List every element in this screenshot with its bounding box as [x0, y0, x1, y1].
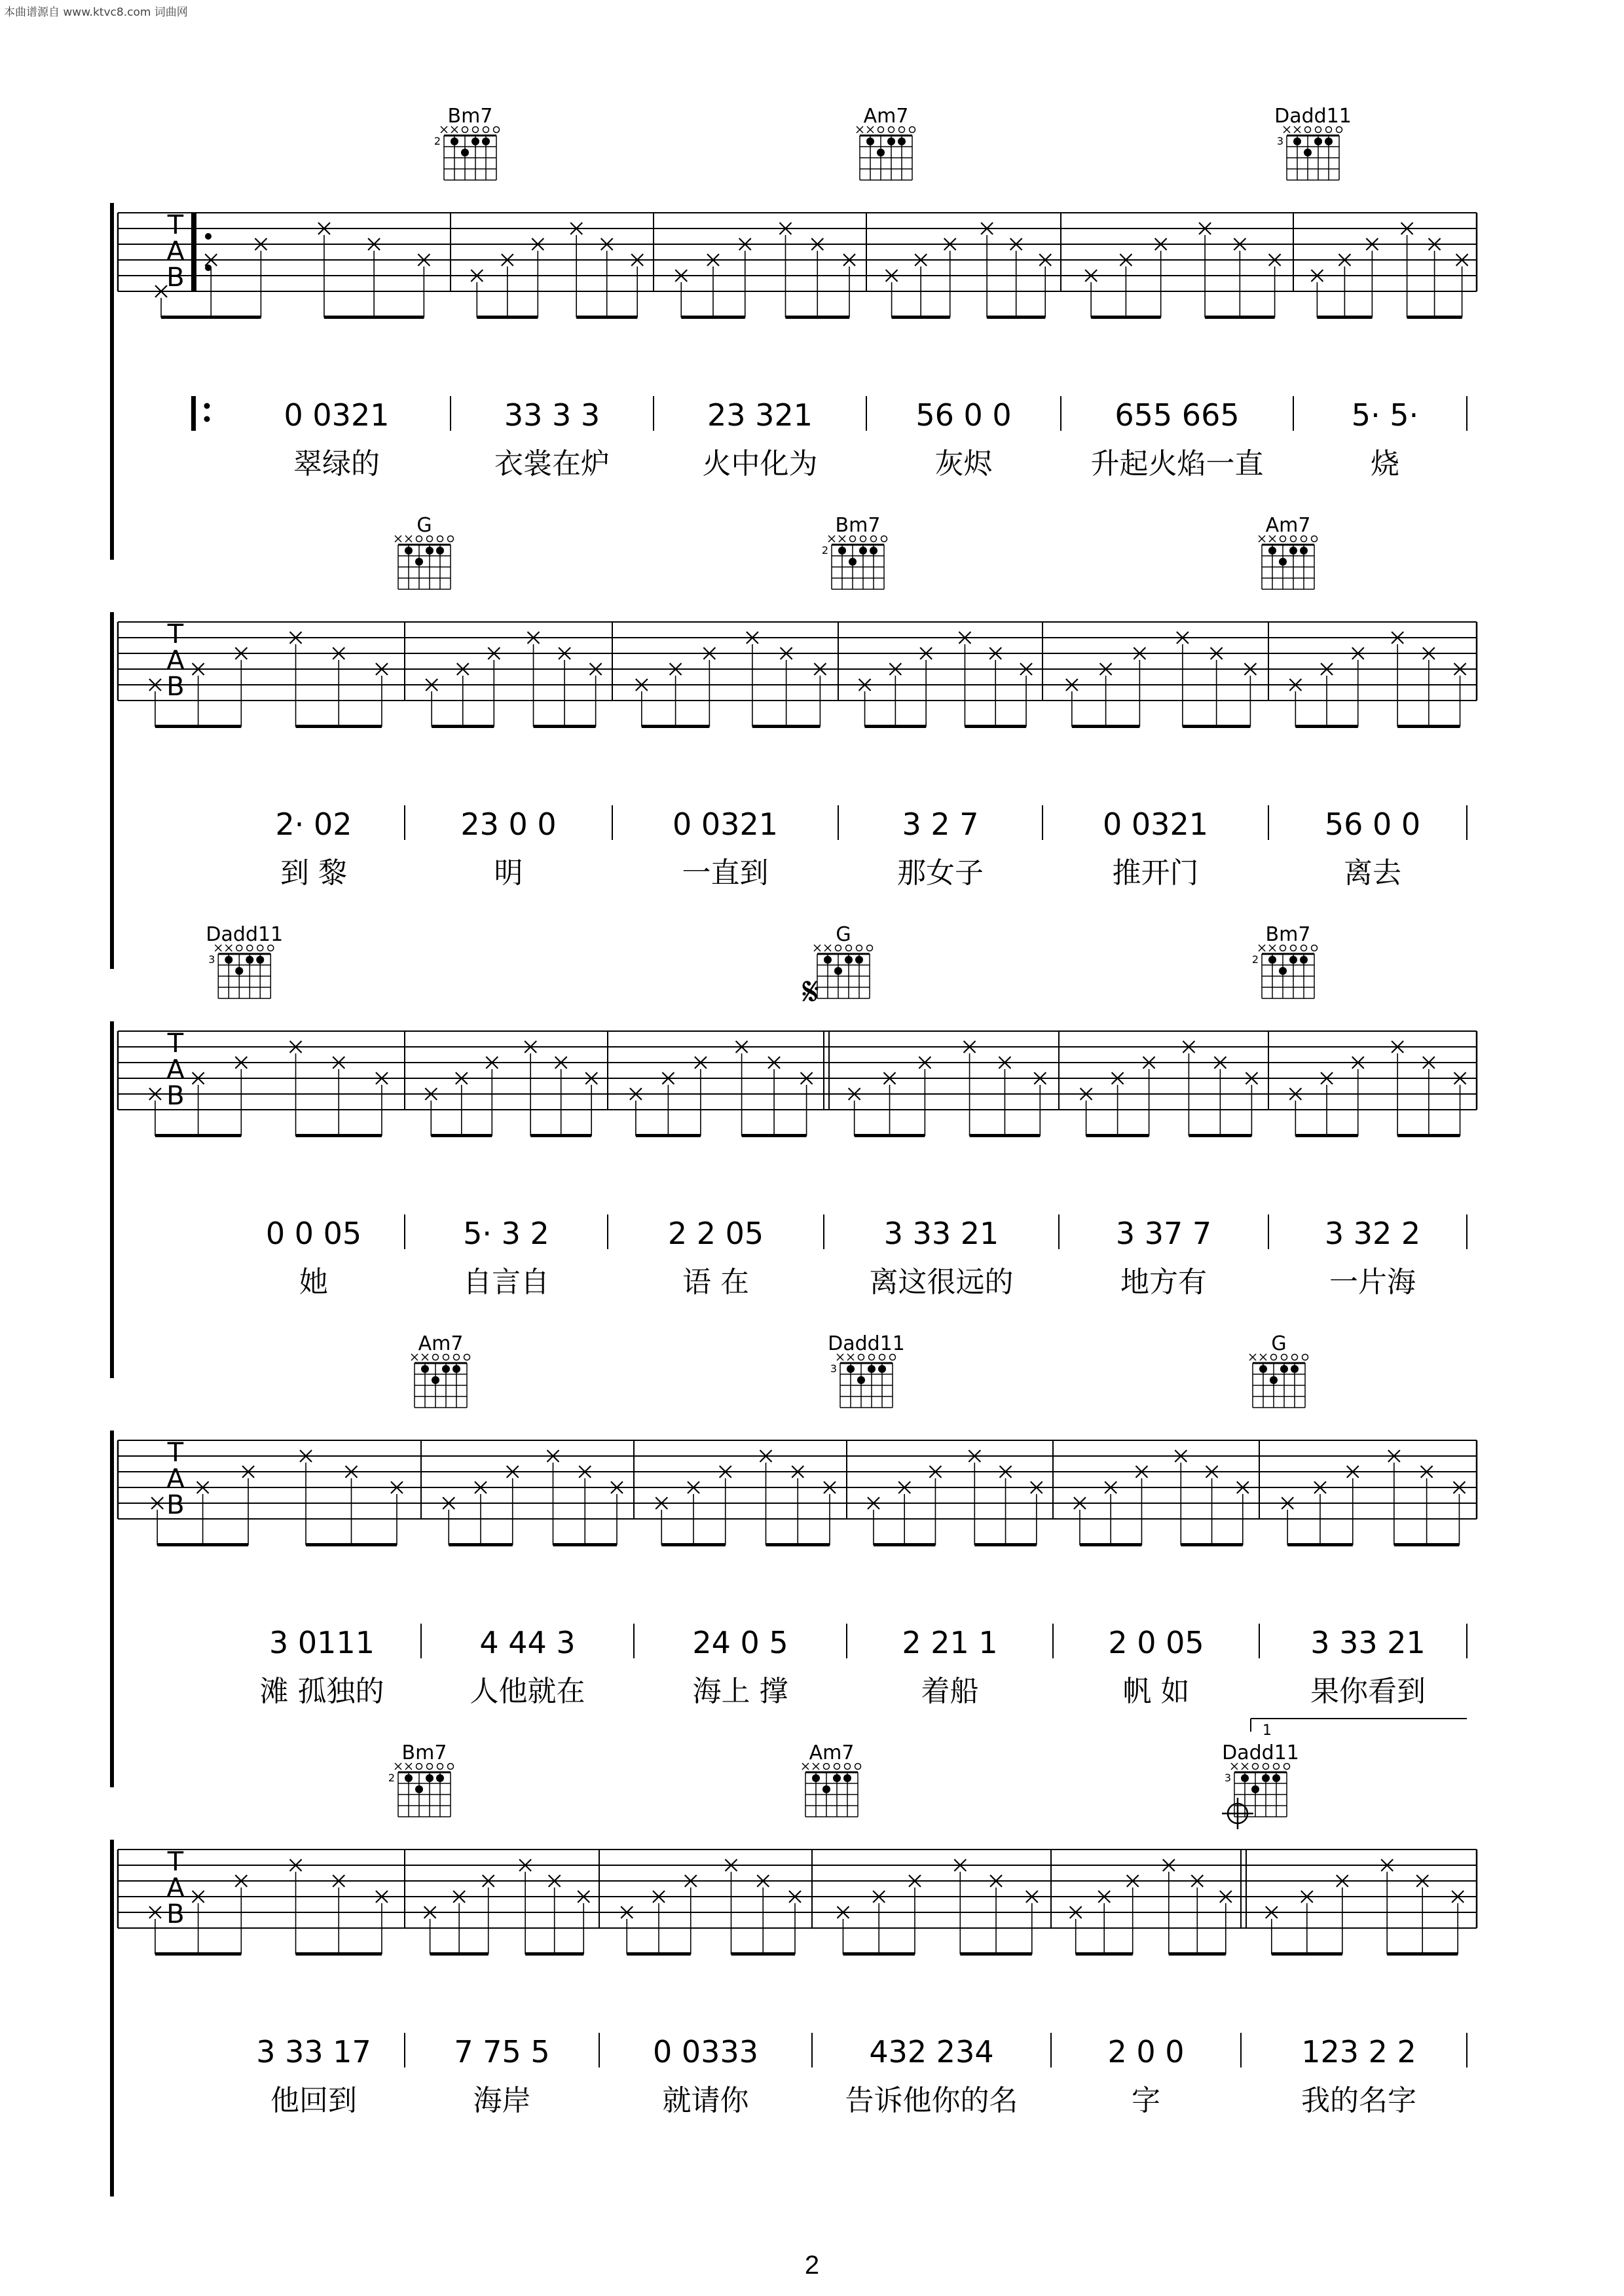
beam	[855, 1134, 925, 1137]
chord-finger-dot	[1300, 547, 1308, 555]
chord-finger-dot	[822, 1785, 830, 1793]
tab-label-A: A	[166, 1873, 185, 1903]
lyric-line: 灰烬	[934, 447, 993, 481]
chord-fret-number: 2	[821, 544, 829, 556]
chord-finger-dot	[436, 547, 444, 555]
beam	[1295, 1134, 1357, 1137]
chord-open-mark	[448, 1764, 454, 1770]
chord-fret-number: 3	[1276, 135, 1284, 147]
beam	[576, 316, 637, 319]
lyric-line: 离这很远的	[869, 1266, 1014, 1299]
chord-finger-dot	[838, 547, 846, 555]
beam	[155, 1134, 241, 1137]
beam	[642, 725, 710, 728]
chord-finger-dot	[436, 1774, 444, 1782]
chord-name: Am7	[418, 1332, 464, 1355]
beam	[1287, 1543, 1353, 1546]
jianpu-measure-notes: 23 0 0	[460, 807, 557, 842]
jianpu-measure-notes: 3 37 7	[1115, 1216, 1212, 1251]
lyric-line: 烧	[1371, 447, 1399, 481]
lyric-line: 海上 撑	[692, 1675, 788, 1708]
beam	[430, 1952, 489, 1956]
chord-finger-dot	[898, 137, 906, 145]
chord-name: G	[416, 514, 432, 537]
tab-label-B: B	[166, 1081, 185, 1111]
lyric-line: 衣裳在炉	[494, 447, 610, 481]
tab-label-B: B	[166, 263, 185, 293]
chord-finger-dot	[833, 1774, 841, 1782]
chord-finger-dot	[1280, 1365, 1288, 1373]
chord-diagram-Am7	[1259, 514, 1318, 589]
lyric-line: 一片海	[1329, 1266, 1416, 1299]
jianpu-measure-notes: 123 2 2	[1301, 2034, 1416, 2069]
tab-label-T: T	[167, 1847, 184, 1877]
repeat-thick-bar	[191, 213, 196, 291]
chord-finger-dot	[857, 1376, 865, 1384]
beam	[1387, 1952, 1458, 1956]
beam	[1397, 725, 1460, 728]
lyric-line: 地方有	[1120, 1266, 1207, 1299]
beam	[296, 1134, 382, 1137]
chord-name: Am7	[809, 1741, 855, 1764]
beam	[553, 1543, 618, 1546]
beam	[1080, 1543, 1142, 1546]
system-brace	[110, 1430, 114, 1787]
beam	[1072, 725, 1140, 728]
lyric-line: 火中化为	[702, 447, 818, 481]
jianpu-measure-notes: 432 234	[869, 2034, 994, 2069]
beam	[1169, 1952, 1226, 1956]
chord-open-mark	[867, 945, 873, 951]
chord-finger-dot	[878, 1365, 886, 1373]
chord-name: Bm7	[447, 105, 493, 128]
chord-open-mark	[855, 1764, 861, 1770]
beam	[1397, 1134, 1460, 1137]
beam	[987, 316, 1045, 319]
chord-finger-dot	[866, 137, 874, 145]
lyric-line: 她	[299, 1266, 328, 1299]
chord-finger-dot	[1325, 137, 1333, 145]
chord-finger-dot	[1291, 1365, 1299, 1373]
chord-diagram-Bm7	[434, 105, 500, 180]
chord-name: Dadd11	[828, 1332, 905, 1355]
jianpu-measure-notes: 7 75 5	[454, 2034, 550, 2069]
chord-finger-dot	[1300, 956, 1308, 964]
chord-fret-number: 2	[1251, 953, 1259, 966]
system-2	[110, 514, 1477, 969]
chord-diagram-Bm7	[822, 514, 887, 589]
chord-name: Dadd11	[1222, 1741, 1299, 1764]
volta-number: 1	[1263, 1722, 1272, 1739]
chord-finger-dot	[849, 558, 857, 566]
tab-label-T: T	[167, 210, 184, 240]
system-5	[110, 661, 1477, 2196]
chord-fret-number: 3	[1224, 1772, 1232, 1784]
beam	[1317, 316, 1372, 319]
chord-name: Dadd11	[206, 923, 284, 946]
beam	[530, 1134, 591, 1137]
chord-name: G	[836, 923, 851, 946]
jianpu-repeat-bar	[191, 396, 196, 431]
chord-finger-dot	[415, 558, 423, 566]
jianpu-measure-notes: 4 44 3	[479, 1625, 576, 1660]
chord-finger-dot	[824, 956, 832, 964]
tab-label-B: B	[166, 1490, 185, 1520]
jianpu-measure-notes: 56 0 0	[915, 397, 1012, 433]
chord-finger-dot	[426, 547, 434, 555]
chord-finger-dot	[246, 956, 253, 964]
chord-finger-dot	[452, 1365, 460, 1373]
lyric-line: 告诉他你的名	[845, 2084, 1018, 2117]
lyric-line: 着船	[921, 1675, 979, 1708]
chord-name: Am7	[863, 105, 909, 128]
beam	[1394, 1543, 1460, 1546]
chord-name: Bm7	[401, 1741, 447, 1764]
chord-finger-dot	[1293, 137, 1301, 145]
page-header-source: 本曲谱源自 www.ktvc8.com 词曲网	[4, 6, 188, 19]
beam	[296, 1952, 382, 1956]
system-brace	[110, 1021, 114, 1378]
lyric-line: 自言自	[463, 1266, 549, 1299]
lyric-line: 升起火焰一直	[1090, 447, 1264, 481]
beam	[432, 725, 494, 728]
chord-diagram-G	[1249, 1332, 1308, 1408]
chord-finger-dot	[225, 956, 232, 964]
chord-finger-dot	[855, 956, 863, 964]
chord-fret-number: 2	[434, 135, 441, 147]
beam	[965, 725, 1026, 728]
system-brace	[110, 1840, 114, 2196]
chord-finger-dot	[451, 137, 458, 145]
lyric-line: 语 在	[682, 1266, 749, 1299]
beam	[1183, 725, 1251, 728]
chord-open-mark	[494, 127, 500, 133]
chord-finger-dot	[415, 1785, 423, 1793]
jianpu-repeat-dot	[204, 416, 210, 422]
tab-label-T: T	[167, 1438, 184, 1468]
lyric-line: 那女子	[897, 856, 984, 890]
chord-finger-dot	[877, 149, 885, 156]
chord-finger-dot	[1314, 137, 1322, 145]
lyric-line: 我的名字	[1301, 2084, 1416, 2117]
jianpu-measure-notes: 2 2 05	[667, 1216, 764, 1251]
beam	[1407, 316, 1462, 319]
lyric-line: 到 黎	[280, 856, 347, 890]
chord-open-mark	[881, 536, 887, 542]
jianpu-measure-notes: 0 0333	[653, 2034, 758, 2069]
jianpu-measure-notes: 5· 5·	[1351, 397, 1419, 433]
chord-finger-dot	[432, 1376, 439, 1384]
beam	[1205, 316, 1275, 319]
beam	[766, 1543, 830, 1546]
chord-finger-dot	[1259, 1365, 1267, 1373]
chord-diagram-G	[814, 923, 873, 998]
chord-finger-dot	[887, 137, 895, 145]
chord-open-mark	[1302, 1355, 1308, 1360]
jianpu-measure-notes: 33 3 3	[504, 397, 600, 433]
tab-label-T: T	[167, 1029, 184, 1059]
lyric-line: 海岸	[473, 2084, 531, 2117]
chord-diagram-Bm7	[1252, 923, 1318, 998]
tab-label-A: A	[166, 1055, 185, 1085]
lyric-line: 翠绿的	[293, 447, 380, 481]
chord-diagram-Dadd11	[828, 1332, 905, 1408]
chord-open-mark	[1312, 945, 1318, 951]
chord-fret-number: 3	[830, 1362, 838, 1375]
chord-finger-dot	[421, 1365, 429, 1373]
lyric-line: 人他就在	[470, 1675, 585, 1708]
beam	[974, 1543, 1037, 1546]
beam	[970, 1134, 1041, 1137]
jianpu-measure-notes: 3 0111	[269, 1625, 375, 1660]
chord-open-mark	[437, 536, 443, 542]
beam	[661, 1543, 726, 1546]
chord-finger-dot	[1304, 149, 1312, 156]
page-number: 2	[804, 2251, 820, 2280]
chord-diagram-Bm7	[388, 1741, 454, 1817]
jianpu-measure-notes: 2 0 0	[1107, 2034, 1185, 2069]
jianpu-measure-notes: 5· 3 2	[463, 1216, 549, 1251]
chord-finger-dot	[1289, 956, 1297, 964]
chord-finger-dot	[868, 1365, 876, 1373]
beam	[534, 725, 596, 728]
jianpu-measure-notes: 56 0 0	[1324, 807, 1421, 842]
beam	[161, 316, 261, 319]
chord-finger-dot	[812, 1774, 820, 1782]
chord-finger-dot	[426, 1774, 434, 1782]
chord-finger-dot	[256, 956, 264, 964]
lyric-line: 推开门	[1112, 856, 1199, 890]
chord-diagram-Am7	[802, 1741, 861, 1817]
chord-finger-dot	[1268, 547, 1276, 555]
chord-finger-dot	[471, 137, 479, 145]
chord-open-mark	[857, 945, 862, 951]
chord-finger-dot	[847, 1365, 855, 1373]
beam	[865, 725, 927, 728]
chord-finger-dot	[859, 547, 867, 555]
jianpu-measure-notes: 2 0 05	[1108, 1625, 1204, 1660]
beam	[449, 1543, 513, 1546]
system-brace	[110, 203, 114, 560]
jianpu-measure-notes: 3 33 17	[256, 2034, 371, 2069]
beam	[681, 316, 745, 319]
jianpu-repeat-dot	[204, 403, 210, 409]
lyric-line: 明	[494, 856, 523, 890]
chord-open-mark	[1312, 536, 1318, 542]
chord-finger-dot	[843, 1774, 851, 1782]
chord-finger-dot	[1270, 1376, 1278, 1384]
chord-finger-dot	[1268, 956, 1276, 964]
tab-label-B: B	[166, 672, 185, 702]
tab-label-B: B	[166, 1899, 185, 1929]
lyric-line: 他回到	[270, 2084, 357, 2117]
chord-finger-dot	[235, 967, 243, 975]
chord-finger-dot	[1262, 1774, 1270, 1782]
jianpu-measure-notes: 24 0 5	[692, 1625, 788, 1660]
chord-open-mark	[1292, 1355, 1298, 1360]
beam	[786, 316, 850, 319]
beam	[874, 1543, 936, 1546]
jianpu-measure-notes: 3 2 7	[902, 807, 979, 842]
chord-finger-dot	[1272, 1774, 1280, 1782]
jianpu-measure-notes: 3 32 2	[1324, 1216, 1421, 1251]
chord-name: Dadd11	[1274, 105, 1352, 128]
chord-open-mark	[464, 1355, 470, 1360]
jianpu-measure-notes: 0 0321	[284, 397, 390, 433]
beam	[1189, 1134, 1251, 1137]
chord-finger-dot	[870, 547, 877, 555]
jianpu-measure-notes: 0 0321	[673, 807, 778, 842]
beam	[627, 1952, 691, 1956]
chord-diagram-Am7	[857, 105, 915, 180]
jianpu-measure-notes: 3 33 21	[883, 1216, 999, 1251]
jianpu-measure-notes: 0 0 05	[265, 1216, 362, 1251]
beam	[306, 1543, 397, 1546]
lyric-line: 字	[1132, 2084, 1160, 2117]
chord-fret-number: 3	[208, 953, 215, 966]
tab-label-T: T	[167, 619, 184, 649]
lyric-line: 帆 如	[1122, 1675, 1190, 1708]
chord-diagram-Dadd11	[206, 923, 283, 998]
tab-label-A: A	[166, 1464, 185, 1494]
chord-finger-dot	[1241, 1774, 1249, 1782]
beam	[1076, 1952, 1133, 1956]
beam	[155, 1952, 241, 1956]
tab-label-A: A	[166, 236, 185, 266]
system-brace	[110, 612, 114, 969]
beam	[892, 316, 950, 319]
chord-diagram-Dadd11	[1274, 105, 1352, 180]
segno-sign: 𝄋	[802, 969, 819, 1015]
jianpu-measure-notes: 23 321	[707, 397, 813, 433]
chord-diagram-G	[395, 514, 454, 589]
beam	[1295, 725, 1357, 728]
chord-finger-dot	[405, 547, 413, 555]
beam	[157, 1543, 248, 1546]
beam	[155, 725, 241, 728]
jianpu-measure-notes: 655 665	[1115, 397, 1240, 433]
beam	[431, 1134, 492, 1137]
chord-name: Bm7	[1265, 923, 1311, 946]
repeat-dot	[205, 233, 212, 240]
beam	[1272, 1952, 1342, 1956]
lyric-line: 就请你	[662, 2084, 749, 2117]
system-3	[110, 661, 1477, 1378]
chord-name: G	[1271, 1332, 1287, 1355]
chord-name: Bm7	[835, 514, 881, 537]
chord-finger-dot	[1279, 558, 1287, 566]
tab-label-A: A	[166, 646, 185, 676]
chord-fret-number: 2	[388, 1772, 396, 1784]
jianpu-measure-notes: 2· 02	[275, 807, 352, 842]
chord-finger-dot	[405, 1774, 413, 1782]
beam	[477, 316, 538, 319]
beam	[324, 316, 424, 319]
beam	[525, 1952, 583, 1956]
lyric-line: 果你看到	[1310, 1675, 1426, 1708]
chord-finger-dot	[845, 956, 853, 964]
lyric-line: 一直到	[682, 856, 769, 890]
beam	[1181, 1543, 1243, 1546]
jianpu-measure-notes: 3 33 21	[1310, 1625, 1426, 1660]
beam	[843, 1952, 915, 1956]
chord-finger-dot	[461, 149, 469, 156]
beam	[742, 1134, 807, 1137]
beam	[1091, 316, 1161, 319]
chord-finger-dot	[1251, 1785, 1259, 1793]
lyric-line: 滩 孤独的	[259, 1675, 384, 1708]
beam	[1086, 1134, 1149, 1137]
beam	[752, 725, 821, 728]
chord-finger-dot	[834, 967, 842, 975]
chord-open-mark	[448, 536, 454, 542]
jianpu-measure-notes: 0 0321	[1103, 807, 1208, 842]
chord-diagram-Dadd11	[1222, 1741, 1299, 1817]
chord-name: Am7	[1265, 514, 1311, 537]
chord-open-mark	[910, 127, 915, 133]
beam	[731, 1952, 796, 1956]
chord-finger-dot	[1279, 967, 1287, 975]
chord-finger-dot	[1289, 547, 1297, 555]
beam	[296, 725, 382, 728]
beam	[960, 1952, 1032, 1956]
chord-diagram-Am7	[411, 1332, 470, 1408]
beam	[636, 1134, 701, 1137]
chord-finger-dot	[442, 1365, 450, 1373]
chord-finger-dot	[482, 137, 490, 145]
jianpu-measure-notes: 2 21 1	[902, 1625, 998, 1660]
lyric-line: 离去	[1344, 856, 1401, 890]
